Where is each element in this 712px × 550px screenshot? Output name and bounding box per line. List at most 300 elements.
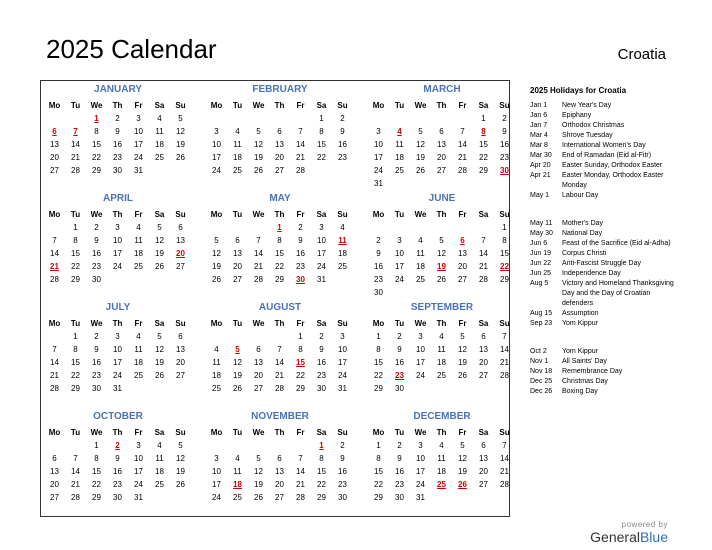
empty-day: [494, 382, 515, 395]
day-cell: 7: [277, 345, 282, 354]
day-cell: 13: [275, 140, 284, 149]
weekday-header: [44, 426, 192, 439]
weekday-label: Tu: [394, 319, 405, 328]
day-cell: 11: [134, 345, 143, 354]
month-march: [368, 83, 516, 190]
day-cell: 30: [296, 275, 305, 284]
brand-general: General: [590, 529, 640, 545]
day-cell: 16: [92, 249, 101, 258]
day-cell: 6: [256, 345, 261, 354]
day-cell: 6: [439, 127, 444, 136]
weekday-label: Fr: [458, 319, 467, 328]
day-cell: 23: [500, 153, 509, 162]
day-cell: 14: [275, 358, 284, 367]
day-cell: 3: [319, 223, 324, 232]
week-row: [44, 112, 192, 125]
day-cell: 9: [298, 236, 303, 245]
day-cell: 12: [458, 454, 467, 463]
day-cell: 2: [94, 332, 99, 341]
empty-day: [170, 491, 191, 504]
day-cell: 19: [416, 153, 425, 162]
day-cell: 5: [235, 345, 240, 354]
weekday-label: Sa: [478, 428, 489, 437]
day-cell: 26: [437, 275, 446, 284]
weekday-label: Fr: [458, 428, 467, 437]
day-cell: 20: [254, 371, 263, 380]
day-cell: 5: [460, 441, 465, 450]
day-cell: 30: [113, 493, 122, 502]
day-cell: 10: [317, 236, 326, 245]
holiday-name: Anti-Fascist Struggle Day: [562, 260, 641, 267]
holiday-name: Remembrance Day: [562, 368, 623, 375]
day-cell: 26: [458, 371, 467, 380]
holiday-name: Mother's Day: [562, 220, 604, 227]
day-cell: 5: [460, 332, 465, 341]
day-cell: 12: [212, 249, 221, 258]
weekday-label: Su: [499, 101, 510, 110]
day-cell: 5: [214, 236, 219, 245]
holiday-name: End of Ramadan (Eid al-Fitr): [562, 152, 652, 159]
day-cell: 27: [254, 384, 263, 393]
day-cell: 8: [73, 236, 78, 245]
week-row: [206, 273, 354, 286]
holiday-group-gap: [530, 329, 680, 347]
day-cell: 6: [52, 454, 57, 463]
empty-day: [206, 330, 227, 343]
weekday-label: Mo: [210, 319, 223, 328]
day-cell: 1: [94, 114, 99, 123]
empty-day: [248, 112, 269, 125]
weekday-label: We: [252, 319, 265, 328]
holiday-name: Yom Kippur: [562, 348, 598, 355]
day-cell: 27: [479, 480, 488, 489]
day-cell: 28: [296, 166, 305, 175]
day-cell: 11: [416, 249, 425, 258]
week-row: [44, 247, 192, 260]
day-cell: 1: [376, 441, 381, 450]
day-cell: 2: [340, 441, 345, 450]
holiday-item: [530, 377, 680, 387]
day-cell: 17: [374, 153, 383, 162]
empty-day: [65, 112, 86, 125]
holiday-date: May 11: [530, 220, 553, 227]
weekday-header: [368, 99, 516, 112]
day-cell: 1: [277, 223, 282, 232]
day-cell: 30: [395, 384, 404, 393]
holiday-item: [530, 279, 680, 309]
day-cell: 16: [113, 140, 122, 149]
day-cell: 13: [437, 140, 446, 149]
week-row: [368, 247, 516, 260]
weekday-label: Mo: [48, 319, 61, 328]
day-cell: 24: [374, 166, 383, 175]
day-cell: 27: [275, 166, 284, 175]
day-cell: 10: [416, 345, 425, 354]
day-cell: 16: [296, 249, 305, 258]
month-title: MARCH: [423, 84, 461, 95]
day-cell: 13: [233, 249, 242, 258]
holiday-date: Jan 6: [530, 112, 548, 119]
weekday-header: [368, 317, 516, 330]
week-row: [206, 491, 354, 504]
empty-day: [248, 330, 269, 343]
day-cell: 22: [374, 480, 383, 489]
day-cell: 5: [178, 441, 183, 450]
weekday-label: Sa: [478, 210, 489, 219]
day-cell: 20: [479, 467, 488, 476]
empty-day: [227, 112, 248, 125]
day-cell: 15: [296, 358, 305, 367]
day-cell: 17: [416, 467, 425, 476]
day-cell: 11: [212, 358, 221, 367]
day-cell: 15: [92, 140, 101, 149]
day-cell: 25: [233, 493, 242, 502]
day-cell: 27: [50, 493, 59, 502]
day-cell: 22: [71, 371, 80, 380]
week-row: [44, 382, 192, 395]
month-title: JUNE: [428, 193, 456, 204]
day-cell: 18: [134, 249, 143, 258]
weekday-header: [368, 208, 516, 221]
day-cell: 18: [233, 153, 242, 162]
day-cell: 17: [134, 467, 143, 476]
day-cell: 12: [458, 345, 467, 354]
week-row: [368, 465, 516, 478]
day-cell: 22: [317, 153, 326, 162]
month-april: [44, 192, 192, 286]
day-cell: 25: [233, 166, 242, 175]
empty-day: [128, 382, 149, 395]
empty-day: [248, 439, 269, 452]
weekday-label: We: [90, 319, 103, 328]
holiday-item: [530, 141, 680, 151]
weekday-label: Sa: [478, 319, 489, 328]
week-row: [44, 491, 192, 504]
empty-day: [332, 273, 353, 286]
day-cell: 28: [500, 480, 509, 489]
day-cell: 3: [115, 332, 120, 341]
day-cell: 31: [317, 275, 326, 284]
week-row: [206, 247, 354, 260]
day-cell: 21: [296, 480, 305, 489]
holiday-item: [530, 171, 680, 191]
weekday-label: Fr: [134, 428, 143, 437]
day-cell: 11: [155, 127, 164, 136]
empty-day: [452, 491, 473, 504]
day-cell: 24: [395, 275, 404, 284]
day-cell: 9: [340, 127, 345, 136]
day-cell: 10: [113, 345, 122, 354]
weekday-label: Fr: [134, 210, 143, 219]
empty-day: [128, 273, 149, 286]
weekday-label: Mo: [210, 210, 223, 219]
month-february: [206, 83, 354, 177]
day-cell: 29: [71, 384, 80, 393]
day-cell: 11: [437, 454, 446, 463]
weekday-header: [206, 99, 354, 112]
day-cell: 27: [233, 275, 242, 284]
day-cell: 29: [92, 166, 101, 175]
week-row: [368, 273, 516, 286]
month-december: [368, 410, 516, 504]
day-cell: 21: [71, 480, 80, 489]
day-cell: 13: [176, 236, 185, 245]
day-cell: 24: [212, 493, 221, 502]
holiday-date: Jun 22: [530, 260, 552, 267]
weekday-label: Fr: [296, 428, 305, 437]
day-cell: 28: [500, 371, 509, 380]
day-cell: 14: [71, 140, 80, 149]
day-cell: 4: [397, 127, 402, 136]
day-cell: 3: [115, 223, 120, 232]
day-cell: 21: [458, 153, 467, 162]
day-cell: 6: [52, 127, 57, 136]
day-cell: 27: [437, 166, 446, 175]
empty-day: [473, 286, 494, 299]
week-row: [206, 164, 354, 177]
day-cell: 19: [176, 467, 185, 476]
day-cell: 13: [479, 345, 488, 354]
empty-day: [494, 177, 515, 190]
empty-day: [65, 439, 86, 452]
empty-day: [431, 382, 452, 395]
empty-day: [431, 286, 452, 299]
empty-day: [170, 382, 191, 395]
week-row: [368, 177, 516, 190]
day-cell: 21: [275, 371, 284, 380]
day-cell: 10: [374, 140, 383, 149]
week-row: [206, 234, 354, 247]
week-row: [206, 356, 354, 369]
day-cell: 25: [437, 480, 446, 489]
day-cell: 20: [233, 262, 242, 271]
holiday-date: Nov 18: [530, 368, 553, 375]
day-cell: 17: [317, 249, 326, 258]
holiday-item: [530, 121, 680, 131]
day-cell: 19: [458, 358, 467, 367]
day-cell: 28: [50, 384, 59, 393]
weekday-label: Su: [499, 319, 510, 328]
week-row: [368, 369, 516, 382]
empty-day: [452, 382, 473, 395]
day-cell: 2: [94, 223, 99, 232]
weekday-label: Su: [337, 101, 348, 110]
day-cell: 23: [395, 480, 404, 489]
weekday-label: Mo: [48, 210, 61, 219]
day-cell: 29: [479, 166, 488, 175]
day-cell: 11: [233, 140, 242, 149]
week-row: [206, 221, 354, 234]
empty-day: [107, 273, 128, 286]
day-cell: 18: [437, 467, 446, 476]
weekday-label: Tu: [232, 319, 243, 328]
week-row: [44, 125, 192, 138]
weekday-label: Sa: [154, 428, 165, 437]
day-cell: 2: [115, 441, 120, 450]
holiday-name: Corpus Christi: [562, 250, 607, 257]
empty-day: [149, 491, 170, 504]
day-cell: 14: [296, 467, 305, 476]
week-row: [206, 465, 354, 478]
day-cell: 29: [275, 275, 284, 284]
day-cell: 31: [338, 384, 347, 393]
weekday-label: Sa: [316, 101, 327, 110]
day-cell: 15: [92, 467, 101, 476]
day-cell: 23: [338, 480, 347, 489]
day-cell: 3: [340, 332, 345, 341]
empty-day: [410, 177, 431, 190]
week-row: [206, 343, 354, 356]
holiday-item: [530, 357, 680, 367]
week-row: [44, 452, 192, 465]
weekday-label: Th: [274, 319, 285, 328]
day-cell: 7: [460, 127, 465, 136]
day-cell: 19: [155, 249, 164, 258]
day-cell: 24: [416, 480, 425, 489]
week-row: [44, 439, 192, 452]
week-row: [368, 260, 516, 273]
empty-day: [44, 439, 65, 452]
holiday-date: Apr 21: [530, 172, 551, 179]
month-title: MAY: [269, 193, 291, 204]
week-row: [206, 382, 354, 395]
weekday-label: Th: [112, 210, 123, 219]
day-cell: 14: [500, 345, 509, 354]
day-cell: 20: [176, 249, 185, 258]
holiday-date: Jan 7: [530, 122, 548, 129]
day-cell: 12: [437, 249, 446, 258]
weekday-header: [44, 208, 192, 221]
day-cell: 31: [134, 166, 143, 175]
weekday-label: Mo: [210, 428, 223, 437]
week-row: [44, 164, 192, 177]
day-cell: 13: [458, 249, 467, 258]
day-cell: 30: [338, 493, 347, 502]
day-cell: 18: [395, 153, 404, 162]
week-row: [206, 125, 354, 138]
holiday-item: [530, 269, 680, 279]
day-cell: 20: [50, 153, 59, 162]
day-cell: 4: [157, 114, 162, 123]
day-cell: 6: [178, 223, 183, 232]
day-cell: 20: [275, 153, 284, 162]
empty-day: [410, 382, 431, 395]
holiday-date: Dec 25: [530, 378, 553, 385]
day-cell: 12: [416, 140, 425, 149]
day-cell: 26: [254, 166, 263, 175]
day-cell: 5: [157, 223, 162, 232]
day-cell: 10: [134, 454, 143, 463]
weekday-label: We: [90, 101, 103, 110]
day-cell: 15: [479, 140, 488, 149]
empty-day: [452, 112, 473, 125]
page-title: 2025 Calendar: [46, 34, 217, 64]
day-cell: 22: [317, 480, 326, 489]
day-cell: 13: [50, 140, 59, 149]
weekday-label: Th: [436, 210, 447, 219]
day-cell: 28: [479, 275, 488, 284]
day-cell: 12: [155, 345, 164, 354]
day-cell: 4: [214, 345, 219, 354]
weekday-label: Mo: [372, 428, 385, 437]
day-cell: 11: [437, 345, 446, 354]
weekday-header: [44, 99, 192, 112]
week-row: [44, 138, 192, 151]
holiday-date: May 30: [530, 230, 553, 237]
day-cell: 8: [319, 454, 324, 463]
weekday-label: Fr: [296, 101, 305, 110]
day-cell: 18: [155, 467, 164, 476]
week-row: [368, 491, 516, 504]
day-cell: 6: [460, 236, 465, 245]
day-cell: 30: [500, 166, 509, 175]
day-cell: 5: [439, 236, 444, 245]
day-cell: 21: [500, 467, 509, 476]
day-cell: 12: [176, 454, 185, 463]
holiday-item: [530, 111, 680, 121]
weekday-label: Tu: [232, 428, 243, 437]
day-cell: 15: [71, 249, 80, 258]
holiday-item: [530, 309, 680, 319]
holiday-date: Mar 4: [530, 132, 548, 139]
weekday-label: Su: [337, 319, 348, 328]
day-cell: 27: [176, 371, 185, 380]
day-cell: 19: [437, 262, 446, 271]
holiday-group-gap: [530, 201, 680, 219]
weekday-label: Sa: [316, 428, 327, 437]
weekday-label: Tu: [70, 319, 81, 328]
day-cell: 9: [319, 345, 324, 354]
day-cell: 8: [277, 236, 282, 245]
day-cell: 19: [458, 467, 467, 476]
day-cell: 8: [319, 127, 324, 136]
month-title: DECEMBER: [413, 411, 471, 422]
empty-day: [170, 164, 191, 177]
day-cell: 6: [277, 454, 282, 463]
weekday-label: Fr: [458, 210, 467, 219]
day-cell: 23: [374, 275, 383, 284]
day-cell: 7: [502, 332, 507, 341]
day-cell: 15: [374, 358, 383, 367]
day-cell: 14: [50, 358, 59, 367]
day-cell: 17: [395, 262, 404, 271]
day-cell: 23: [92, 262, 101, 271]
day-cell: 7: [502, 441, 507, 450]
day-cell: 22: [500, 262, 509, 271]
day-cell: 10: [338, 345, 347, 354]
empty-day: [473, 221, 494, 234]
day-cell: 17: [113, 358, 122, 367]
holiday-item: [530, 191, 680, 201]
holiday-item: [530, 347, 680, 357]
empty-day: [44, 221, 65, 234]
holiday-item: [530, 229, 680, 239]
day-cell: 7: [298, 454, 303, 463]
month-may: [206, 192, 354, 286]
holiday-name: Orthodox Christmas: [562, 122, 625, 129]
day-cell: 7: [52, 345, 57, 354]
day-cell: 3: [214, 454, 219, 463]
empty-day: [206, 112, 227, 125]
day-cell: 2: [502, 114, 507, 123]
day-cell: 23: [317, 371, 326, 380]
empty-day: [368, 112, 389, 125]
day-cell: 15: [317, 140, 326, 149]
holiday-name: International Women's Day: [562, 142, 646, 149]
day-cell: 18: [416, 262, 425, 271]
empty-day: [368, 221, 389, 234]
empty-day: [431, 221, 452, 234]
